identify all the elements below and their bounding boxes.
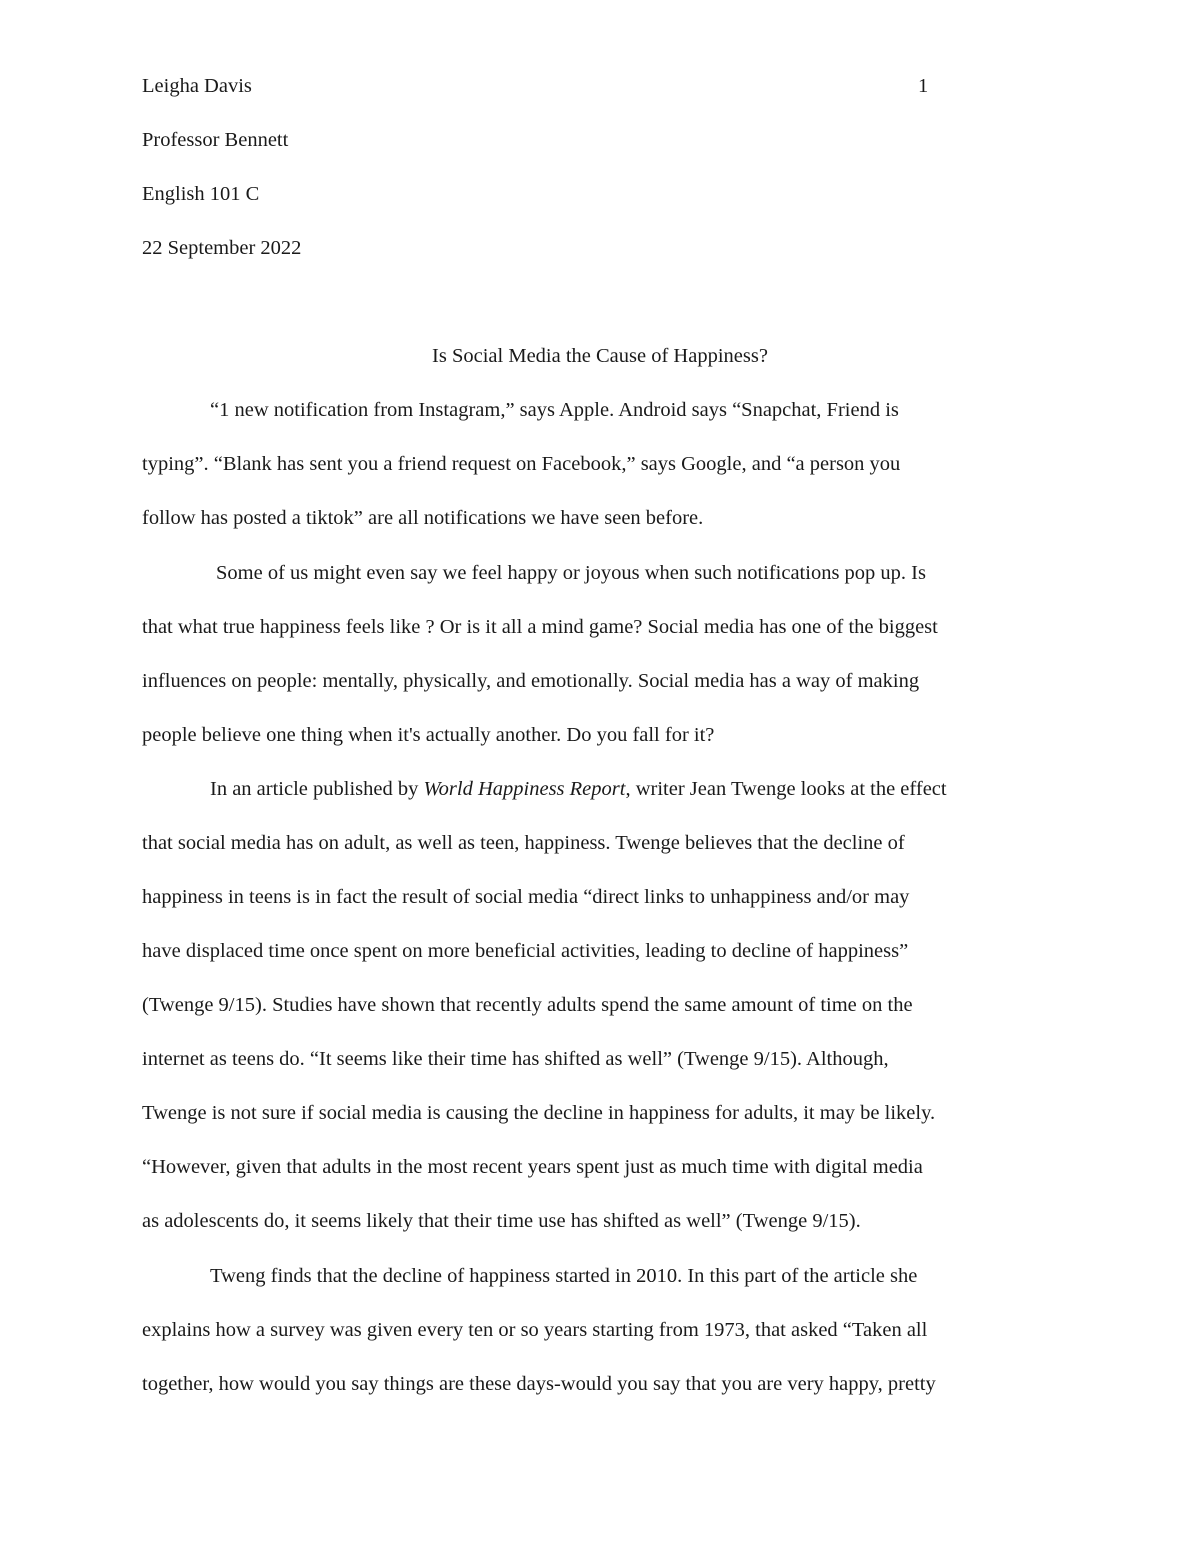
essay-title: Is Social Media the Cause of Happiness? xyxy=(432,345,768,367)
paragraph-2-line-1: Some of us might even say we feel happy or joyous when such notifications pop up. Is xyxy=(216,562,926,584)
paragraph-1-line-3: follow has posted a tiktok” are all notifications we have seen before. xyxy=(142,507,704,529)
paragraph-4-line-1: Tweng finds that the decline of happiness started in 2010. In this part of the article she xyxy=(210,1265,918,1287)
page-number: 1 xyxy=(918,75,929,97)
paragraph-3-line-5: (Twenge 9/15). Studies have shown that recently adults spend the same amount of time on the xyxy=(142,994,913,1016)
paragraph-3-line-4: have displaced time once spent on more beneficial activities, leading to decline of happiness” xyxy=(142,940,909,962)
paragraph-3-line-2: that social media has on adult, as well as teen, happiness. Twenge believes that the decline of xyxy=(142,832,905,854)
author-name: Leigha Davis xyxy=(142,75,252,97)
paragraph-3-line-6: internet as teens do. “It seems like their time has shifted as well” (Twenge 9/15). Although, xyxy=(142,1048,889,1070)
paragraph-4-line-3: together, how would you say things are these days-would you say that you are very happy, pretty xyxy=(142,1373,936,1395)
professor-name: Professor Bennett xyxy=(142,129,289,151)
document-date: 22 September 2022 xyxy=(142,237,302,259)
paragraph-1-line-2: typing”. “Blank has sent you a friend request on Facebook,” says Google, and “a person you xyxy=(142,453,901,475)
paragraph-3-line-1-start: In an article published by xyxy=(210,778,424,800)
publication-title: World Happiness Report xyxy=(423,778,626,800)
paragraph-3-line-7: Twenge is not sure if social media is causing the decline in happiness for adults, it may be likely. xyxy=(142,1102,936,1124)
paragraph-4-line-2: explains how a survey was given every ten or so years starting from 1973, that asked “Taken all xyxy=(142,1319,928,1341)
paragraph-3-line-3: happiness in teens is in fact the result of social media “direct links to unhappiness and/or may xyxy=(142,886,910,908)
paragraph-2-line-3: influences on people: mentally, physically, and emotionally. Social media has a way of making xyxy=(142,670,920,692)
paragraph-2-line-2: that what true happiness feels like ? Or is it all a mind game? Social media has one of the biggest xyxy=(142,616,938,638)
course-name: English 101 C xyxy=(142,183,260,205)
paragraph-1-line-1: “1 new notification from Instagram,” says Apple. Android says “Snapchat, Friend is xyxy=(210,399,899,421)
paragraph-3-line-1-end: , writer Jean Twenge looks at the effect xyxy=(625,778,947,800)
paragraph-3-line-9: as adolescents do, it seems likely that their time use has shifted as well” (Twenge 9/15). xyxy=(142,1210,861,1232)
paragraph-3-line-1 xyxy=(210,775,947,803)
paragraph-3-line-8: “However, given that adults in the most recent years spent just as much time with digital media xyxy=(142,1156,923,1178)
paragraph-2-line-4: people believe one thing when it's actually another. Do you fall for it? xyxy=(142,724,715,746)
